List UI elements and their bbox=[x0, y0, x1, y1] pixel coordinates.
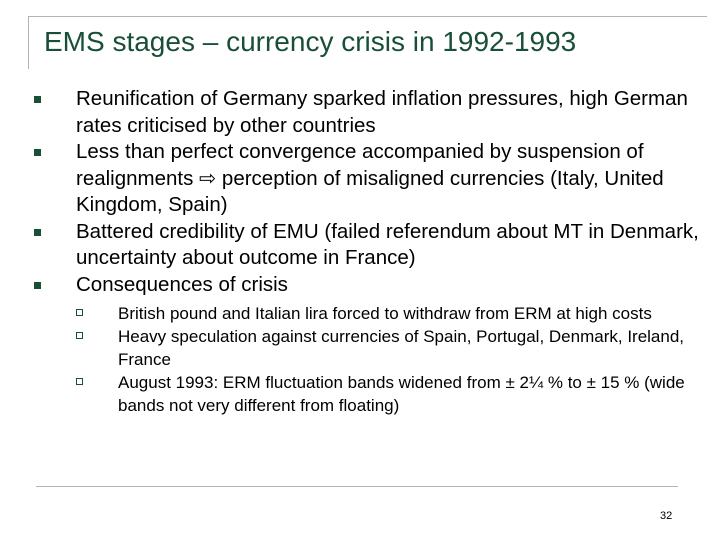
sub-bullet-item bbox=[76, 302, 704, 325]
slide-title: EMS stages – currency crisis in 1992-1993 bbox=[44, 26, 577, 57]
bullet-text: Reunification of Germany sparked inflation pressures, high German rates criticised by other countries bbox=[76, 87, 688, 137]
sub-bullet-list bbox=[76, 302, 704, 417]
bullet-item bbox=[34, 86, 704, 139]
filled-square-bullet-icon bbox=[34, 96, 41, 103]
sub-bullet-text: August 1993: ERM fluctuation bands widened from ± 2¼ % to ± 15 % (wide bands not very different from floating) bbox=[118, 373, 685, 415]
bullet-item bbox=[34, 272, 704, 418]
bullet-list bbox=[34, 86, 704, 417]
bullet-text: Consequences of crisis bbox=[76, 272, 288, 296]
hollow-square-bullet-icon bbox=[76, 378, 83, 385]
filled-square-bullet-icon bbox=[34, 149, 41, 156]
bullet-text: Less than perfect convergence accompanied by suspension of realignments ⇨ perception of misaligned currencies (Italy, United Kingdom, Spain) bbox=[76, 140, 664, 216]
sub-bullet-text: British pound and Italian lira forced to withdraw from ERM at high costs bbox=[118, 304, 652, 323]
sub-bullet-text: Heavy speculation against currencies of Spain, Portugal, Denmark, Ireland, France bbox=[118, 327, 685, 369]
hollow-square-bullet-icon bbox=[76, 332, 83, 339]
sub-bullet-item bbox=[76, 371, 704, 417]
sub-bullet-item bbox=[76, 325, 704, 371]
bullet-text: Battered credibility of EMU (failed referendum about MT in Denmark, uncertainty about outcome in France) bbox=[76, 219, 699, 269]
filled-square-bullet-icon bbox=[34, 282, 41, 289]
bullet-item bbox=[34, 139, 704, 219]
page-number: 32 bbox=[660, 510, 673, 522]
filled-square-bullet-icon bbox=[34, 229, 41, 236]
bottom-divider bbox=[36, 486, 678, 487]
bullet-item bbox=[34, 219, 704, 272]
hollow-square-bullet-icon bbox=[76, 309, 83, 316]
